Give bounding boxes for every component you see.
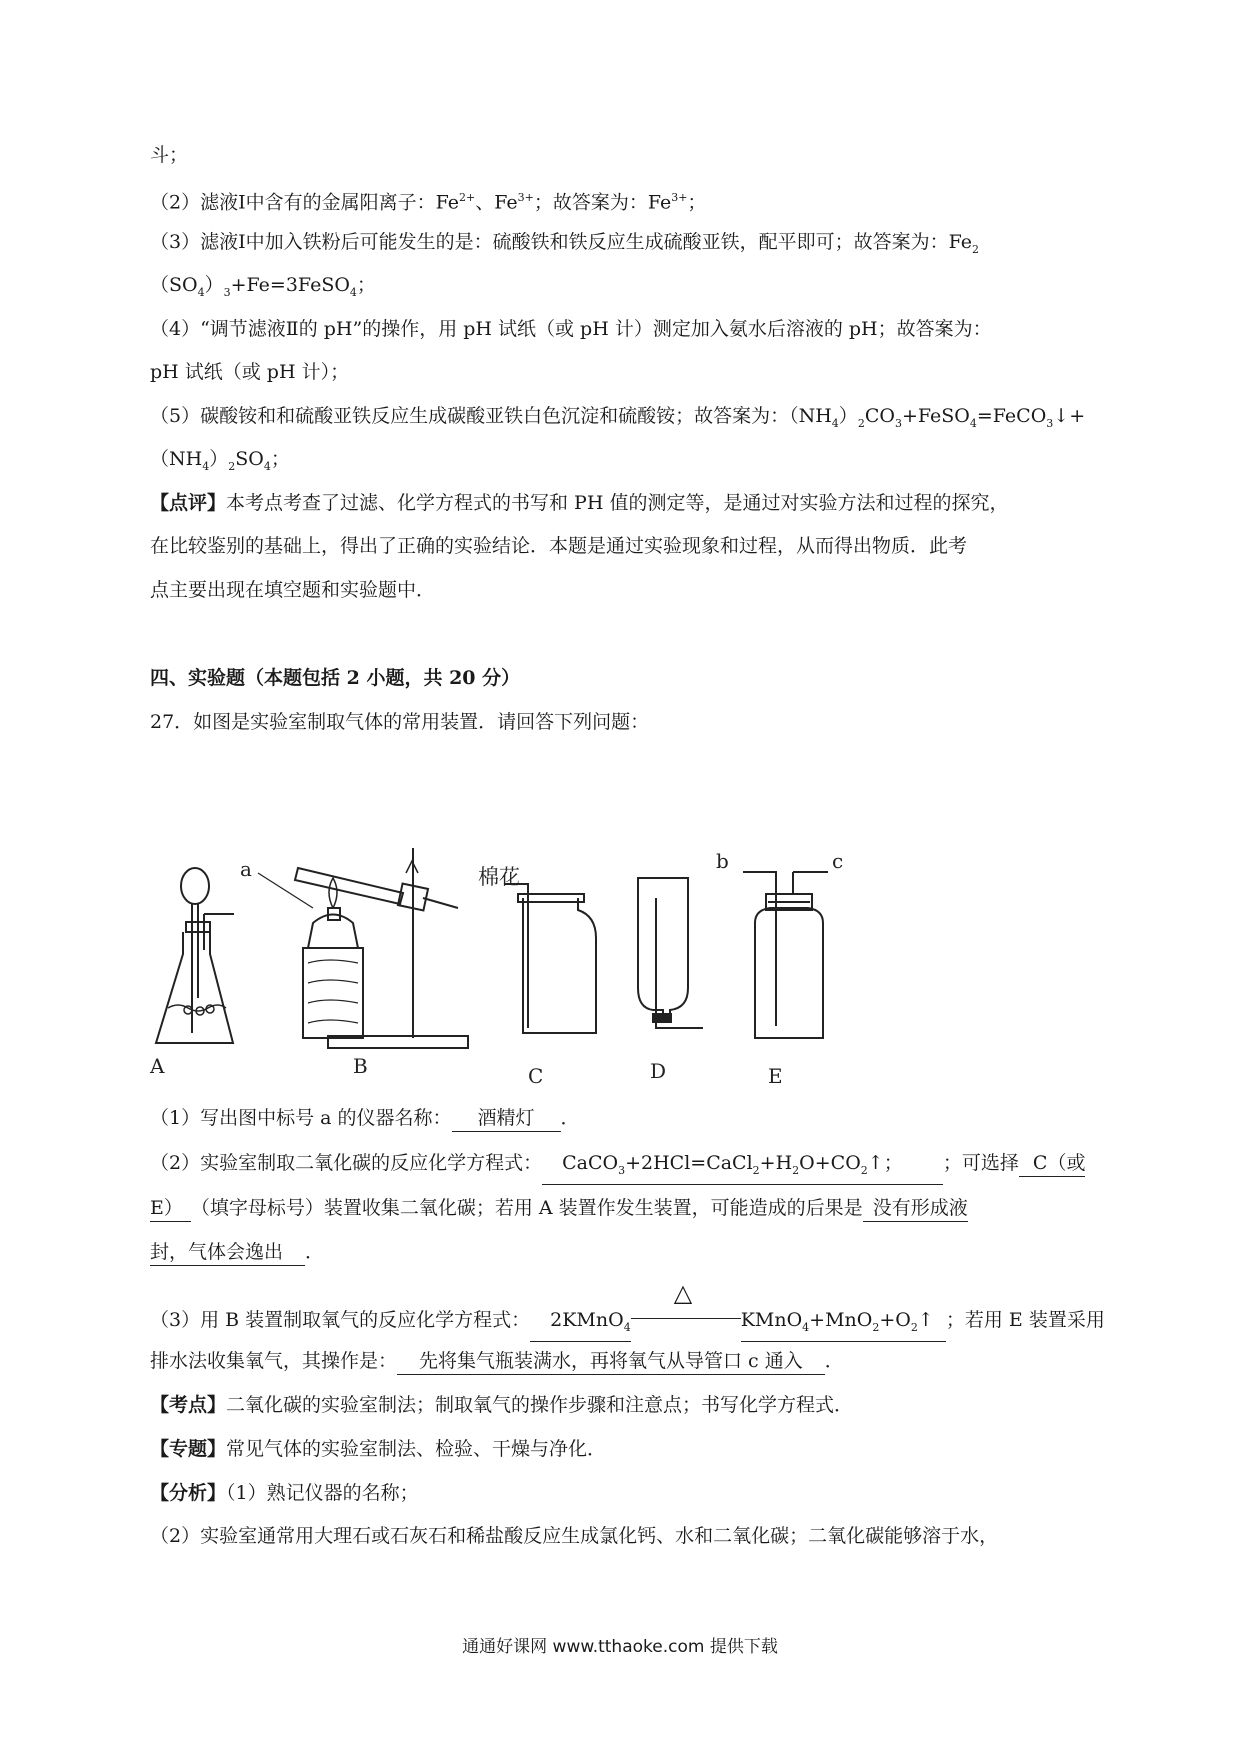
- comment-line-2: 在比较鉴别的基础上，得出了正确的实验结论．本题是通过实验现象和过程，从而得出物质．此考: [150, 535, 968, 557]
- answer-4-cont: pH 试纸（或 pH 计）；: [150, 361, 350, 383]
- answer-5-cont: $(NH_4)_2SO_4$；: [150, 448, 290, 473]
- mark-c: c: [832, 849, 844, 873]
- label-e-apparatus: E: [768, 1064, 783, 1088]
- answer-3-cont: $(SO_4)_3+Fe=3FeSO_4$；: [150, 274, 376, 299]
- apparatus-a: [156, 868, 234, 1043]
- page-footer: 通通好课网 www.tthaoke.com 提供下载: [462, 1637, 778, 1657]
- label-c-apparatus: C: [528, 1064, 544, 1088]
- heat-condition: △: [631, 1300, 741, 1326]
- answer-27-1: （1）写出图中标号 a 的仪器名称： 酒精灯 ．: [150, 1103, 580, 1133]
- fenxi: 【分析】（1）熟记仪器的名称；: [150, 1482, 419, 1504]
- apparatus-b: [148, 838, 468, 1048]
- answer-27-2: （2）实验室制取二氧化碳的反应化学方程式： $CaCO_3+2HCl=CaCl_2+H_2O+CO_2↑$； ；可选择 C（或: [150, 1148, 1085, 1185]
- apparatus-d: [638, 878, 703, 1028]
- comment-line-1: 【点评】本考点考查了过滤、化学方程式的书写和 PH 值的测定等，是通过对实验方法和过程的探究，: [150, 492, 1009, 514]
- answer-5: （5）碳酸铵和和硫酸亚铁反应生成碳酸亚铁白色沉淀和硫酸铵；故答案为：$(NH_4)_2CO_3+FeSO_4=FeCO_3↓+$: [150, 405, 1086, 430]
- answer-27-3-cont: 排水法收集氧气，其操作是： 先将集气瓶装满水，再将氧气从导管口 c 通入 ．: [150, 1346, 844, 1376]
- kaodian: 【考点】二氧化碳的实验室制法；制取氧气的操作步骤和注意点；书写化学方程式．: [150, 1394, 854, 1416]
- label-d-apparatus: D: [650, 1059, 667, 1083]
- answer-27-3: （3）用 B 装置制取氧气的反应化学方程式： 2KMnO$_4$ △ $KMnO_4+MnO_2+O_2↑$ ；若用 E 装置采用: [150, 1300, 1105, 1342]
- answer-27-2-cont2: 封，气体会逸出 ．: [150, 1237, 324, 1267]
- cotton-label: 棉花: [478, 865, 520, 889]
- answer-27-2-cont: E） （填字母标号）装置收集二氧化碳；若用 A 装置作发生装置，可能造成的后果是 没有形成液: [150, 1193, 968, 1223]
- mark-b: b: [716, 849, 729, 873]
- label-a-apparatus: A: [150, 1054, 165, 1078]
- comment-line-3: 点主要出现在填空题和实验题中．: [150, 579, 436, 601]
- apparatus-c: [504, 884, 596, 1033]
- apparatus-figure: [148, 838, 948, 1088]
- mark-a: a: [240, 857, 252, 881]
- question-27: 27．如图是实验室制取气体的常用装置．请回答下列问题：: [150, 711, 650, 733]
- section-heading: 四、实验题（本题包括 2 小题，共 20 分）: [150, 667, 521, 689]
- answer-4: （4）“调节滤液Ⅱ的 pH”的操作，用 pH 试纸（或 pH 计）测定加入氨水后溶液的 pH；故答案为：: [150, 318, 992, 340]
- zhuanti: 【专题】常见气体的实验室制法、检验、干燥与净化．: [150, 1438, 607, 1460]
- answer-2: （2）滤液Ⅰ中含有的金属阳离子：$Fe^{2+}$、$Fe^{3+}$；故答案为：$Fe^{3+}$；: [150, 191, 707, 214]
- label-b-apparatus: B: [353, 1054, 368, 1078]
- fenxi-2: （2）实验室通常用大理石或石灰石和稀盐酸反应生成氯化钙、水和二氧化碳；二氧化碳能够溶于水，: [150, 1525, 999, 1547]
- answer-3: （3）滤液Ⅰ中加入铁粉后可能发生的是：硫酸铁和铁反应生成硫酸亚铁，配平即可；故答案为：$Fe_2$: [150, 231, 979, 256]
- text-line: 斗；: [150, 144, 189, 166]
- apparatus-e: [743, 872, 828, 1038]
